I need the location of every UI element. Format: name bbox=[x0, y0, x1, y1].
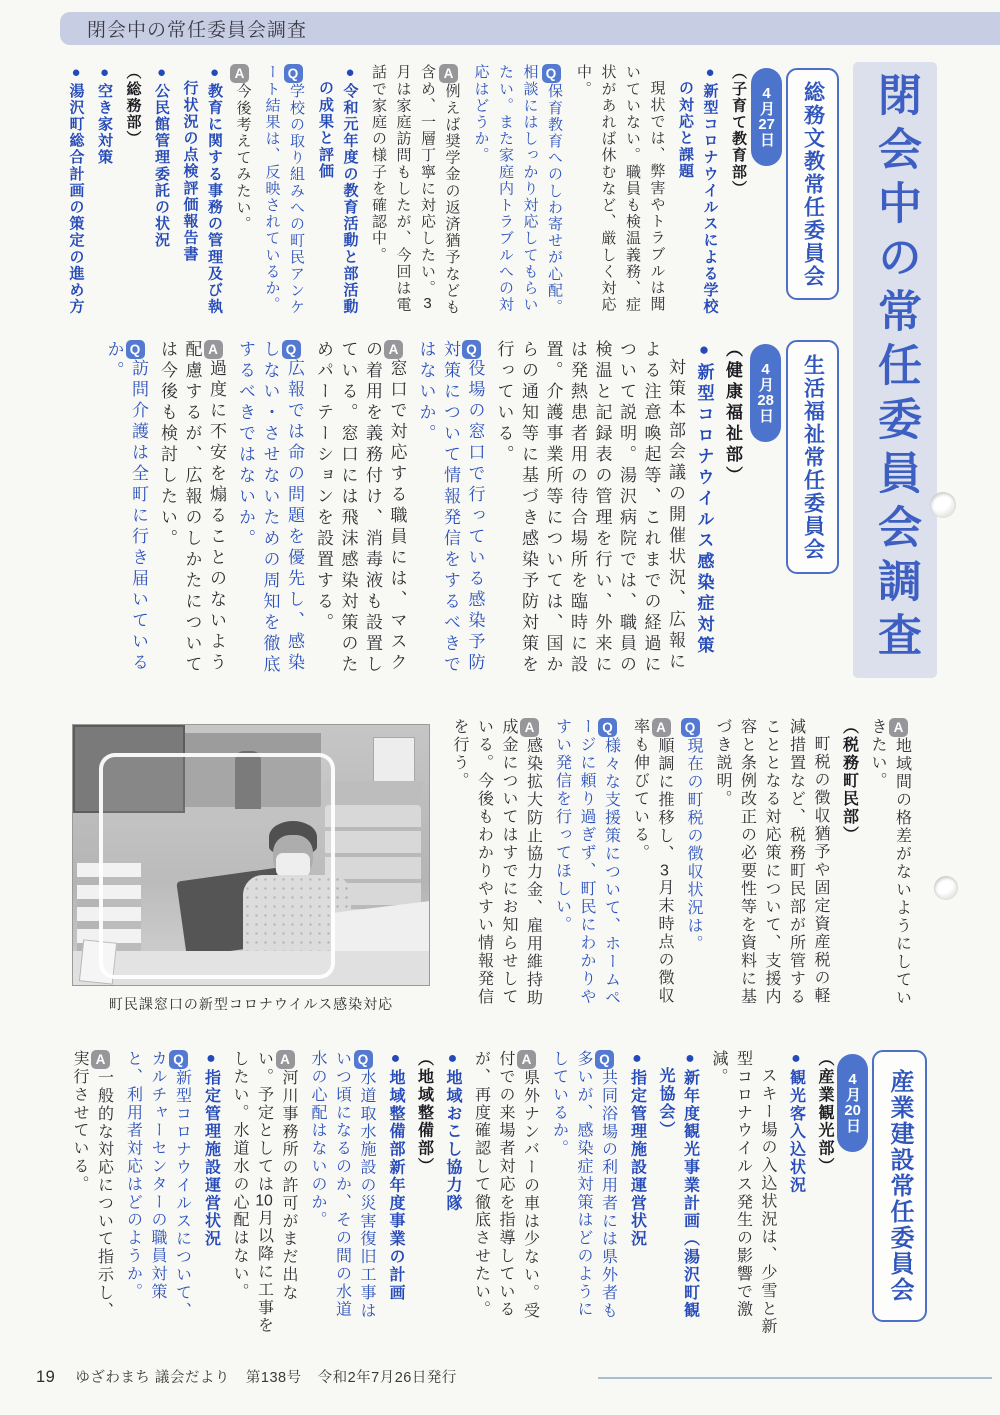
a-badge: A bbox=[276, 1050, 295, 1069]
topic-heading: ●地域おこし協力隊 bbox=[444, 1050, 461, 1213]
body-text: 対策本部会議の開催状況、広報による注意喚起等、これまでの経過について説明。湯沢病院では、職員の検温と記録表の管理を行い、外来には発熱患者用の待合場所を臨時に設置。介護事業所等については、国からの通知等に基づき感染予防対策を行っている。 bbox=[494, 340, 685, 676]
question-text: 共同浴場の利用者には県外者も多いが、感染症対策はどのようにしているか。 bbox=[550, 1050, 617, 1320]
topic-heading: ●教育に関する事務の管理及び執行状況の点検評価報告書 bbox=[181, 64, 223, 315]
date-badge-april-27 bbox=[751, 68, 782, 166]
punch-hole-bottom bbox=[934, 876, 958, 900]
committee-name: 産業建設常任委員会 bbox=[886, 1069, 913, 1303]
q-badge: Q bbox=[462, 340, 481, 359]
question-item bbox=[233, 340, 307, 690]
a-badge: A bbox=[91, 1050, 110, 1069]
q-badge: Q bbox=[126, 340, 145, 359]
q-badge: Q bbox=[169, 1050, 188, 1069]
photo-acrylic-partition bbox=[99, 753, 335, 979]
a-badge: A bbox=[889, 718, 908, 737]
answer-item bbox=[865, 718, 915, 1010]
q-badge: Q bbox=[595, 1050, 614, 1069]
question-item bbox=[101, 340, 151, 690]
committee-section-seikatsu-fukushi bbox=[58, 340, 744, 690]
department-label: （健康福祉部） bbox=[723, 340, 742, 487]
photo-counter-scene bbox=[72, 724, 430, 986]
topic-heading: ●指定管理施設運営状況 bbox=[628, 1050, 646, 1248]
body-text: 現状では、弊害やトラブルは聞いていない。職員も検温義務、症状があれば休むなど、厳しく対応中。 bbox=[575, 64, 666, 313]
department-label: （地域整備部） bbox=[415, 1050, 433, 1176]
a-badge: A bbox=[204, 340, 223, 359]
question-item bbox=[681, 718, 706, 1010]
answer-text: 一般的な対応について指示し、実行させている。 bbox=[71, 1050, 113, 1320]
a-badge: A bbox=[384, 340, 403, 359]
topic-heading: ●令和元年度の教育活動と部活動の成果と評価 bbox=[317, 64, 359, 315]
question-text: 現在の町税の徴収状況は。 bbox=[685, 737, 702, 953]
question-item bbox=[305, 1050, 379, 1336]
topic-heading: ●空き家対策 bbox=[96, 64, 113, 166]
page-title-text: 閉会中の常任委員会調査 bbox=[871, 72, 920, 666]
topic-heading: ●新年度観光事業計画（湯沢町観光協会） bbox=[657, 1050, 699, 1320]
department-label: （子育て教育部） bbox=[730, 64, 747, 197]
answer-text: 窓口で対応する職員には、マスクの着用を義務付け、消毒液も設置している。窓口には飛沫感染対策のためパーテーションを設置する。 bbox=[314, 340, 407, 676]
topic-heading: ●公民館管理委託の状況 bbox=[153, 64, 170, 249]
a-badge: A bbox=[230, 64, 249, 83]
question-text: 新型コロナウイルスについて、カルチャーセンターの職員対策と、利用者対応はどのようか。 bbox=[124, 1050, 191, 1320]
q-badge: Q bbox=[598, 718, 617, 737]
date-badge-april-28 bbox=[750, 344, 781, 442]
topic-heading: ●観光客入込状況 bbox=[787, 1050, 805, 1195]
department-label: （税務町民部） bbox=[840, 718, 858, 844]
question-item bbox=[413, 340, 487, 690]
date-text: 4月20日 bbox=[844, 1072, 861, 1134]
question-text: 保育教育へのしわ寄せが心配。相談にはしっかり対応してもらいたい。また家庭内トラブルへの対応はどうか。 bbox=[472, 64, 563, 316]
body-text: スキー場の入込状況は、少雪と新型コロナウイルス発生の影響で激減。 bbox=[710, 1050, 776, 1336]
answer-text: 今後考えてみたい。 bbox=[234, 83, 252, 233]
q-badge: Q bbox=[282, 340, 301, 359]
answer-item bbox=[67, 1050, 117, 1336]
answer-text: 例えば奨学金の返済猶予なども含め、一層丁寧に対応したい。3月は家庭訪問もしたが、今回は電話で家庭の様子を確認中。 bbox=[370, 64, 461, 316]
committee-section-sangyo-kensetsu bbox=[58, 1050, 836, 1336]
answer-text: 過度に不安を煽ることのないよう配慮するが、広報のしかたについては今後も検討したい。 bbox=[158, 340, 226, 676]
answer-text: 順調に推移し、3月末時点の徴収率も伸びている。 bbox=[631, 718, 673, 1005]
answer-text: 河川事務所の許可がまだ出ない。予定としては10月以降に工事をしたい。水道水の心配はない。 bbox=[231, 1050, 297, 1335]
department-label: （産業観光部） bbox=[816, 1050, 833, 1176]
topic-heading: ●地域整備部新年度事業の計画 bbox=[387, 1050, 404, 1302]
committee-section-seikatsu-fukushi-continued bbox=[438, 718, 914, 1010]
date-text: 4月28日 bbox=[757, 362, 774, 424]
question-item bbox=[549, 718, 623, 1010]
a-badge: A bbox=[439, 64, 458, 83]
question-text: 水道取水施設の災害復旧工事はいつ頃になるのか、その間の水道水の心配はないのか。 bbox=[309, 1050, 375, 1320]
date-badge-april-20 bbox=[837, 1054, 868, 1152]
page-title bbox=[853, 62, 937, 678]
committee-section-soumu-bunkyo bbox=[58, 64, 750, 322]
footer-publication: ゆざわまち 議会だより bbox=[75, 1370, 230, 1386]
body-text: 町税の徴収猶予や固定資産税の軽減措置など、税務町民部が所管することとなる対応策について、支援内容と条例改正の必要性等を資料に基づき説明。 bbox=[714, 718, 829, 1006]
q-badge: Q bbox=[681, 718, 700, 737]
question-text: 様々な支援策について、ホームページに頼り過ぎず、町民にわかりやすい発信を行ってほしい。 bbox=[553, 718, 620, 1007]
page-footer bbox=[36, 1366, 457, 1387]
a-badge: A bbox=[517, 1050, 536, 1069]
department-label: （総務部） bbox=[124, 64, 142, 147]
answer-item bbox=[366, 64, 465, 322]
a-badge: A bbox=[520, 718, 539, 737]
answer-item bbox=[227, 1050, 301, 1336]
answer-item bbox=[155, 340, 229, 690]
topic-heading: ●湯沢町総合計画の策定の進め方 bbox=[67, 64, 85, 315]
a-badge: A bbox=[652, 718, 671, 737]
question-text: 学校の取り組みへの町民アンケート結果は、反映されているか。 bbox=[263, 64, 305, 316]
question-item bbox=[120, 1050, 194, 1336]
photo-caption: 町民課窓口の新型コロナウイルス感染対応 bbox=[108, 996, 394, 1012]
footer-issue-number: 第138号 bbox=[245, 1370, 302, 1386]
answer-text: 県外ナンバーの車は少ない。受付での来場者対応を指導しているが、再度確認して徹底させたい。 bbox=[472, 1050, 539, 1320]
question-item bbox=[468, 64, 567, 322]
date-text: 4月27日 bbox=[758, 86, 775, 148]
answer-item bbox=[627, 718, 677, 1010]
question-text: 広報では命の問題を優先し、感染しない・させないための周知を徹底するべきではないか。 bbox=[236, 340, 304, 676]
committee-name: 総務文教常任委員会 bbox=[801, 80, 825, 288]
answer-item bbox=[230, 64, 255, 322]
question-text: 役場の窓口で行っている感染予防対策について情報発信をするべきではないか。 bbox=[416, 340, 485, 676]
footer-publish-date: 令和2年7月26日発行 bbox=[317, 1370, 457, 1386]
answer-text: 地域間の格差がないようにしていきたい。 bbox=[869, 718, 911, 1007]
answer-item bbox=[468, 1050, 542, 1336]
committee-name: 生活福祉常任委員会 bbox=[801, 353, 825, 561]
committee-box-sangyo-kensetsu bbox=[872, 1050, 927, 1322]
topic-heading: ●新型コロナウイルス感染症対策 bbox=[694, 340, 714, 657]
committee-box-soumu-bunkyo bbox=[786, 68, 839, 300]
topic-heading: ●指定管理施設運営状況 bbox=[202, 1050, 220, 1248]
answer-item bbox=[311, 340, 410, 690]
answer-item bbox=[447, 718, 546, 1010]
page-number: 19 bbox=[36, 1368, 56, 1386]
q-badge: Q bbox=[354, 1050, 373, 1069]
page-header-label: 閉会中の常任委員会調査 bbox=[87, 20, 308, 41]
q-badge: Q bbox=[284, 64, 303, 83]
page-header-bar bbox=[60, 12, 1000, 45]
answer-text: 感染拡大防止協力金、雇用維持助成金についてはすでにお知らせしている。今後もわかりやすい情報発信を行う。 bbox=[451, 718, 542, 1007]
topic-heading: ●新型コロナウイルスによる学校の対応と課題 bbox=[677, 64, 719, 315]
question-text: 訪問介護は全町に行き届いているか。 bbox=[104, 340, 148, 674]
footer-rule bbox=[598, 1377, 992, 1379]
question-item bbox=[546, 1050, 620, 1336]
q-badge: Q bbox=[542, 64, 561, 83]
punch-hole-top bbox=[930, 492, 956, 518]
committee-box-seikatsu-fukushi bbox=[786, 340, 839, 574]
question-item bbox=[259, 64, 309, 322]
